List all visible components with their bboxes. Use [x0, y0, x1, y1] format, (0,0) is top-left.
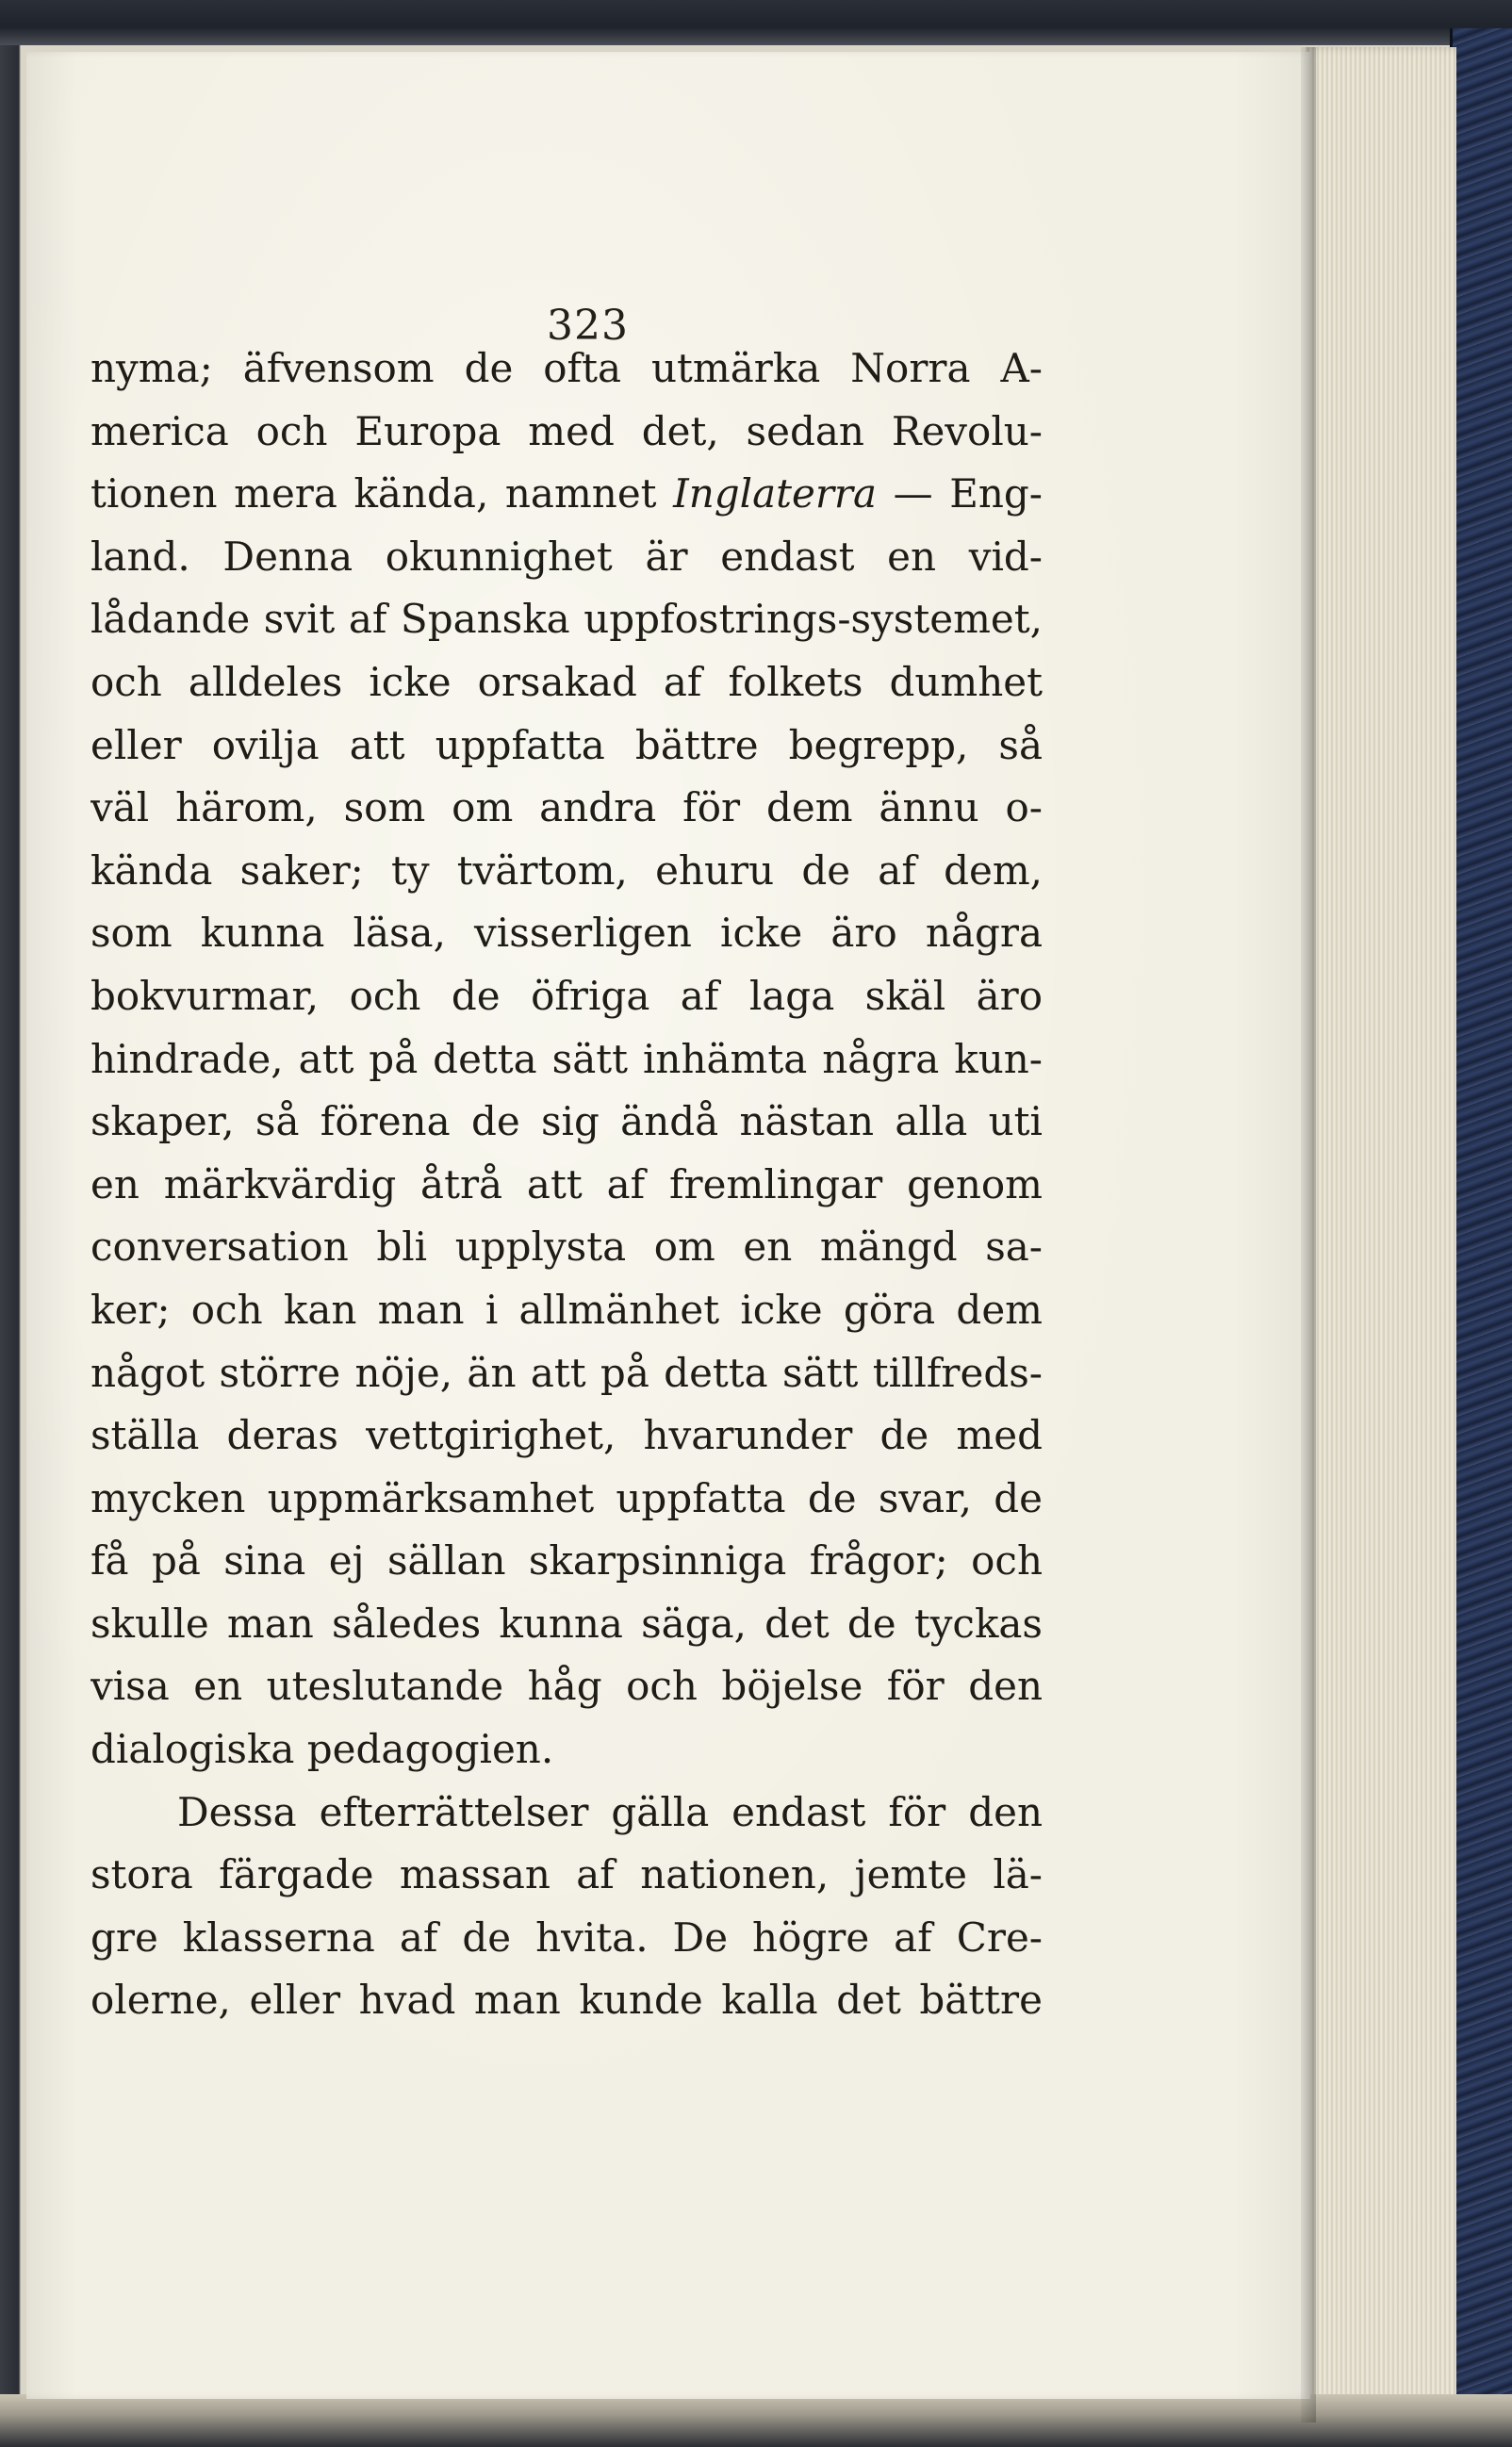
text-line: och alldeles icke orsakad af folkets dumhet	[90, 658, 1043, 705]
text-line: en märkvärdig åtrå att af fremlingar genom	[90, 1160, 1043, 1207]
gutter-shadow	[1301, 47, 1316, 2422]
text-line: land. Denna okunnighet är endast en vid-	[90, 533, 1043, 580]
italic-word: Inglaterra	[673, 470, 878, 517]
text-line: bokvurmar, och de öfriga af laga skäl äro	[90, 972, 1043, 1019]
page-block-edges	[1306, 47, 1456, 2422]
text-line: stora färgade massan af nationen, jemte lä-	[90, 1851, 1043, 1898]
text-run: — Eng-	[877, 470, 1043, 517]
text-line: visa en uteslutande håg och böjelse för den	[90, 1663, 1043, 1710]
text-line: merica och Europa med det, sedan Revolu-	[90, 407, 1043, 454]
text-line: mycken uppmärksamhet uppfatta de svar, de	[90, 1474, 1043, 1521]
text-line: ker; och kan man i allmänhet icke göra dem	[90, 1286, 1043, 1333]
text-line: gre klasserna af de hvita. De högre af Cre-	[90, 1913, 1043, 1961]
text-line: skaper, så förena de sig ändå nästan alla uti	[90, 1098, 1043, 1145]
text-line: som kunna läsa, visserligen icke äro några	[90, 910, 1043, 957]
book-cover-edge	[1450, 28, 1512, 2447]
page-number: 323	[547, 302, 629, 350]
text-line: skulle man således kunna säga, det de tyckas	[90, 1600, 1043, 1647]
book-bottom-edge	[0, 2394, 1512, 2447]
text-line: väl härom, som om andra för dem ännu o-	[90, 784, 1043, 831]
text-line	[90, 463, 1043, 526]
text-line: dialogiska pedagogien.	[90, 1726, 554, 1773]
text-line: ställa deras vettgirighet, hvarunder de med	[90, 1412, 1043, 1459]
body-text	[90, 337, 1043, 2032]
text-line: conversation bli upplysta om en mängd sa-	[90, 1224, 1043, 1271]
text-line: olerne, eller hvad man kunde kalla det bättre	[90, 1977, 1043, 2024]
text-line: kända saker; ty tvärtom, ehuru de af dem,	[90, 846, 1043, 894]
text-line: eller ovilja att uppfatta bättre begrepp, så	[90, 721, 1043, 768]
text-line: lådande svit af Spanska uppfostrings-systemet,	[90, 596, 1043, 643]
text-line: Dessa efterrättelser gälla endast för den	[177, 1788, 1043, 1835]
text-line: hindrade, att på detta sätt inhämta några kun-	[90, 1035, 1043, 1082]
text-line: få på sina ej sällan skarpsinniga frågor; och	[90, 1537, 1043, 1585]
text-run: tionen mera kända, namnet	[90, 470, 674, 517]
text-line: nyma; äfvensom de ofta utmärka Norra A-	[90, 345, 1043, 391]
text-line: något större nöje, än att på detta sätt tillfreds-	[90, 1349, 1043, 1396]
book-top-edge	[0, 0, 1512, 45]
